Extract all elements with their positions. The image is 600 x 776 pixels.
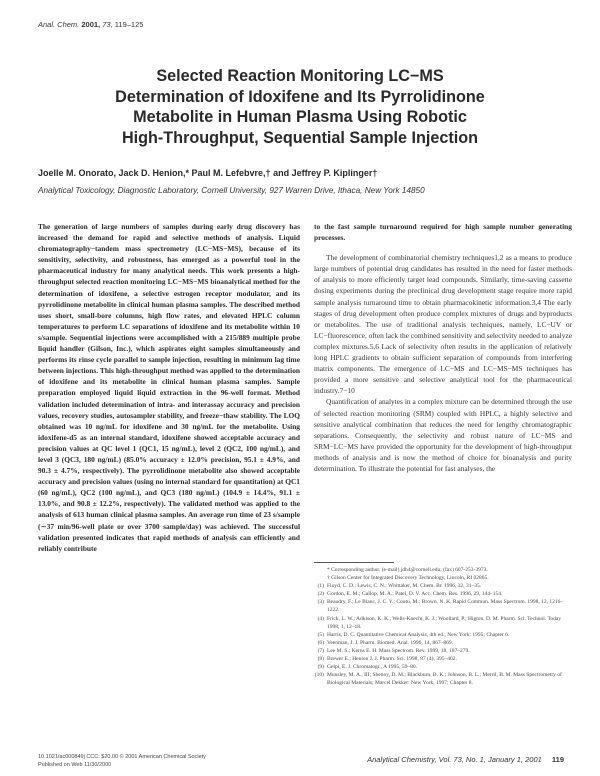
footer-publication-info <box>38 754 206 769</box>
reference-text: Frick, L. W.; Adkison, K. K.; Wells-Knecht, K. J.; Woollard, P.; Higton, D. M. Pharm. Sci. Technol. Today 1998, 1, 12–18. <box>327 615 562 630</box>
body-paragraph-2: Quantification of analytes in a complex mixture can be determined through the use of selected reaction monitoring (SRM) coupled with HPLC, a highly selective and sensitive analytical combination that reduces the need for lengthy chromatographic separations. Consequently, the selectivity and robust nature of LC−MS and SRM−LC−MS have provided the opportunity for the development of high-throughput methods of analysis and is now the method of choice for bioanalysis and purity determination. To illustrate the potential for fast analyses, the <box>314 397 572 473</box>
author-list: Joelle M. Onorato, Jack D. Henion,* Paul M. Lefebvre,† and Jeffrey P. Kiplinger† <box>38 168 378 178</box>
body-paragraph-1: The development of combinatorial chemistry techniques1,2 as a means to produce large numbers of potential drug candidates has resulted in the need for faster methods of analysis to more efficiently target lead compounds. Similarly, time-saving cassette dosing experiments during the preclinical drug development stage require more rapid sample analysis turnaround time to obtain pharmacokinetic information.3,4 The early stages of drug development often produce complex mixtures of drugs and byproducts or metabolites. The use of traditional analysis techniques, namely, LC−UV or LC−fluorescence, often lack the combined sensitivity and selectivity needed to analyze complex mixtures.5,6 Lack of selectivity often results in the application of relatively long HPLC gradients to obtain sufficient separation of compounds from interfering matrix components. The emergence of LC−MS and LC−MS−MS techniques has provided a more sensitive and selective analytical tool for the pharmaceutical industry.7−10 <box>314 253 572 396</box>
reference-text: Harris, D. C. Quantitative Chemical Analysis, 4th ed.; New York: 1995; Chapter 6. <box>327 631 510 638</box>
reference-text: Brewer E.; Henion J. J. Pharm. Sci. 1998, 87 (4), 395–402. <box>327 656 457 663</box>
reference-text: Lee M. S.; Kerns E. H. Mass Spectrom. Rev. 1999, 18, 187–279. <box>327 647 470 654</box>
reference-number: (5) <box>317 631 324 638</box>
reference-item <box>314 574 572 582</box>
body-column-right <box>314 221 572 474</box>
footnotes-references <box>314 562 572 687</box>
reference-number: (1) <box>317 583 324 590</box>
reference-item <box>314 631 572 639</box>
reference-number: (4) <box>317 615 324 622</box>
reference-text: † Gilson Center for Integrated Discovery Technology, Lincoln, RI 02865. <box>327 575 489 582</box>
journal-name: Anal. Chem. <box>38 20 80 29</box>
reference-item <box>314 615 572 631</box>
reference-item <box>314 663 572 671</box>
reference-number: (8) <box>317 656 324 663</box>
reference-item <box>314 639 572 647</box>
reference-item <box>314 655 572 663</box>
reference-item <box>314 582 572 590</box>
affiliation: Analytical Toxicology, Diagnostic Laboratory, Cornell University, 927 Warren Drive, Ithaca, New York 14850 <box>38 186 425 195</box>
abstract <box>38 221 300 554</box>
reference-number: (7) <box>317 647 324 654</box>
reference-number: (10) <box>314 672 324 679</box>
reference-item <box>314 598 572 614</box>
reference-number: (9) <box>317 664 324 671</box>
reference-number: (3) <box>317 599 324 606</box>
abstract-continuation: to the fast sample turnaround required for high sample number generating processes. <box>314 222 572 243</box>
reference-number <box>314 566 327 574</box>
reference-text: * Corresponding author. (e-mail) jdh4@cornell.edu; (fax) 607-253-3973. <box>327 567 488 573</box>
footnote-rule <box>314 562 394 563</box>
footer-published: Published on Web 11/30/2000 <box>38 761 112 768</box>
journal-citation <box>38 20 143 29</box>
reference-item <box>314 671 572 687</box>
journal-volume: 73, <box>102 20 113 29</box>
reference-item <box>314 647 572 655</box>
reference-number: (2) <box>317 591 324 598</box>
abstract-text: The generation of large numbers of samples during early drug discovery has increased the demand for rapid and selective methods of analysis. Liquid chromatography−tandem mass spectrometry (LC−MS−MS), because of its sensitivity, selectivity, and robustness, has emerged as a powerful tool in the pharmaceutical industry for many analytical needs. This work presents a high-throughput selected reaction monitoring LC−MS−MS bioanalytical method for the determination of idoxifene, a selective estrogen receptor modulator, and its pyrrolidinone metabolite in clinical human plasma samples. The described method uses short, small-bore columns, high flow rates, and elevated HPLC column temperatures to perform LC separations of idoxifene and its metabolite within 10 s/sample. Sequential injections were accomplished with a 215/889 multiple probe liquid handler (Gilson, Inc.), which aspirates eight samples simultaneously and performs its rinse cycle parallel to sample injection, resulting in minimum lag time between injections. This high-throughput method was applied to the determination of idoxifene and its metabolite in clinical human plasma samples. Sample preparation employed liquid liquid extraction in the 96-well format. Method validation included determination of intra- and interassay accuracy and precision values, recovery studies, autosampler stability, and freeze−thaw stability. The LOQ obtained was 10 ng/mL for idoxifene and 30 ng/mL for the metabolite. Using idoxifene-d5 as an internal standard, idoxifene showed acceptable accuracy and precision values at QC level 1 (QC1, 15 ng/mL), level 2 (QC2, 100 ng/mL), and level 3 (QC3, 180 ng/mL) (85.0% accuracy ± 12.0% precision, 95.1 ± 4.9%, and 90.3 ± 4.7%, respectively). The pyrrolidinone metabolite also showed acceptable accuracy and precision values (using no internal standard for quantitation) at QC1 (60 ng/mL), QC2 (100 ng/mL), and QC3 (180 ng/mL) (104.9 ± 14.4%, 91.1 ± 13.0%, and 90.8 ± 12.2%, respectively). The validated method was applied to the analysis of 613 human clinical plasma samples. An average run time of 23 s/sample (∼37 min/96-well plate or over 3700 sample/day) was achieved. The successful validation presented indicates that rapid methods of analysis can efficiently and reliably contribute <box>38 222 300 553</box>
footer-doi: 10.1021/ac000849j CCC: $20.00 © 2001 American Chemical Society <box>38 754 206 760</box>
article-title <box>50 66 550 148</box>
reference-text: Veenman, J. J. Pharm. Biomed. Anal. 1996, 14, 867–869. <box>327 639 454 646</box>
title-line: High-Throughput, Sequential Sample Injection <box>121 128 479 147</box>
reference-item <box>314 566 572 574</box>
reference-text: Floyd, C. D.; Lewis, C. N.; Whittaker, M. Chem. Br. 1996, 32, 31–35. <box>327 583 482 590</box>
footer-journal <box>367 755 564 764</box>
journal-year: 2001, <box>81 20 101 29</box>
reference-number <box>314 574 327 582</box>
reference-text: Gelpí, E. J. Chromatogr., A 1995, 59–80. <box>327 664 417 671</box>
title-line: Selected Reaction Monitoring LC−MS <box>156 67 444 85</box>
title-line: Determination of Idoxifene and Its Pyrrolidinone <box>115 87 485 106</box>
footer-journal-line: Analytical Chemistry, Vol. 73, No. 1, January 1, 2001 <box>367 755 542 764</box>
reference-item <box>314 590 572 598</box>
page-number: 119 <box>551 755 564 764</box>
reference-text: Beaudry, F.; Le Blanc, J. C. Y.; Coutu, M.; Brown, N. K. Rapid Commun. Mass Spectrom. 1998, 12, 1216–1222. <box>327 599 564 614</box>
reference-number: (6) <box>317 639 324 646</box>
reference-text: Munsley, M. A., III; Shenoy, D. M.; Blackburn, B. K.; Johnson, B. L.; Merril, B. M. Mass Spectrometry of Biological Materials; Marcel Dekker: New York, 1997; Chapter 8. <box>327 672 562 687</box>
title-line: Metabolite in Human Plasma Using Robotic <box>133 108 467 126</box>
reference-text: Gordon, E. M.; Gallop, M. A.; Patel, D. V. Acc. Chem. Res. 1996, 29, 144–154. <box>327 591 503 598</box>
journal-pages: 119–125 <box>114 20 144 29</box>
